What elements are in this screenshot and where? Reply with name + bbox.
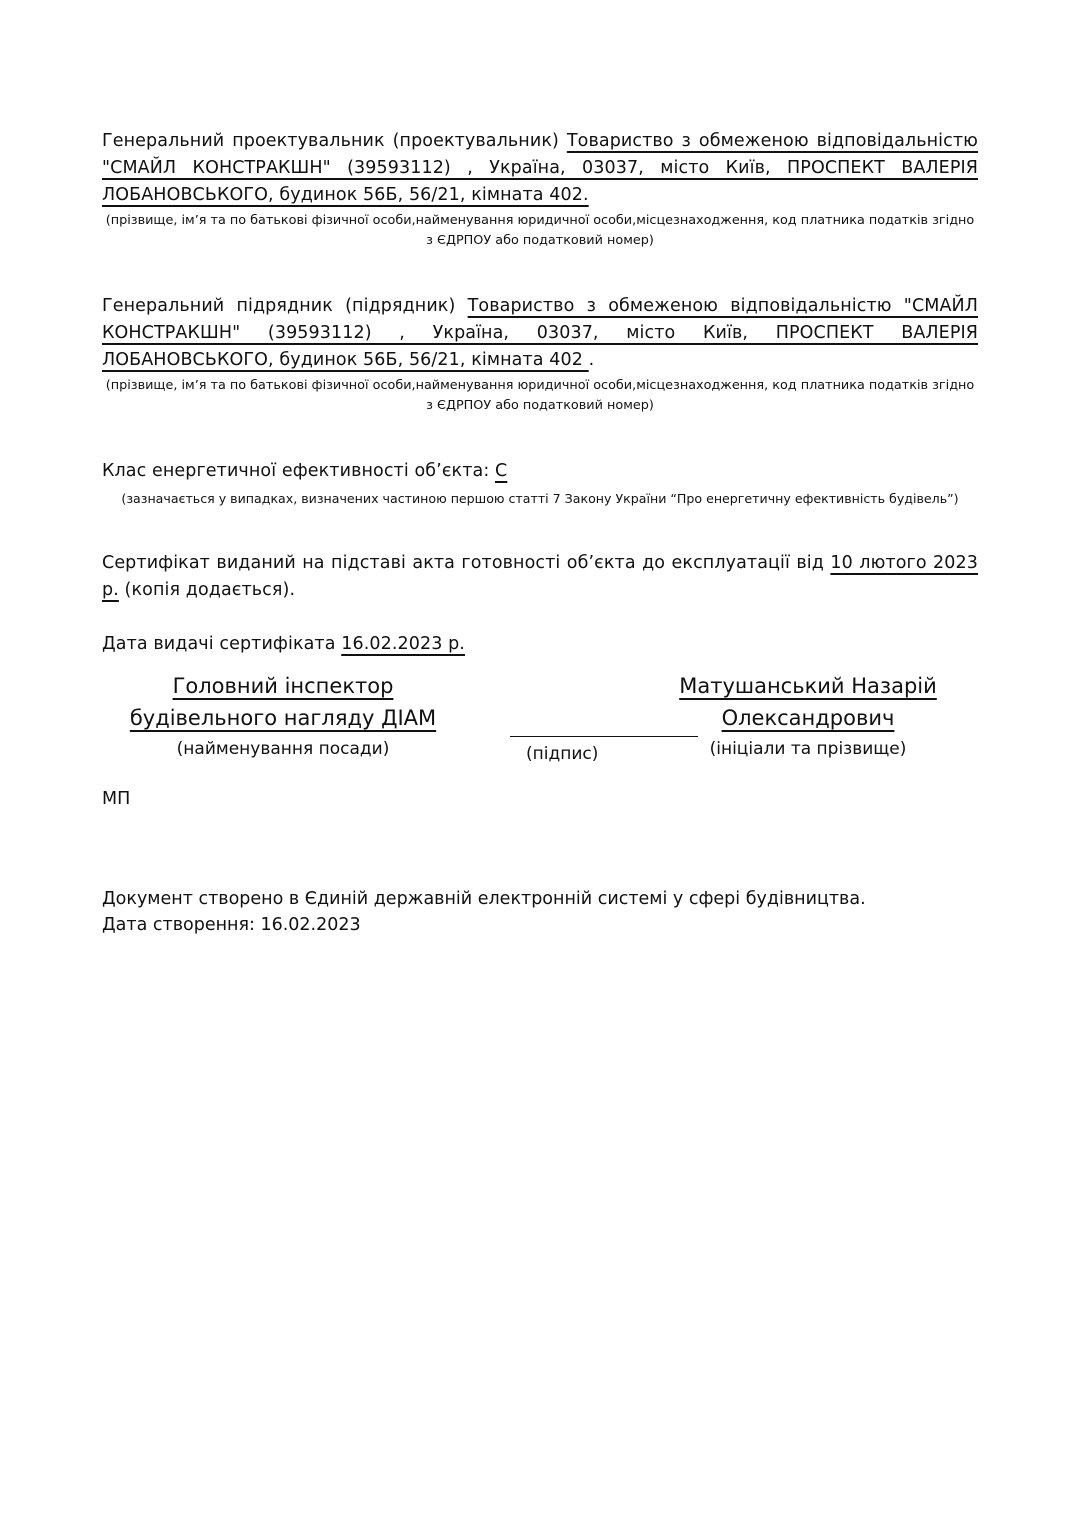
energy-class-paragraph (102, 458, 978, 485)
signer-position-caption: (найменування посади) (176, 739, 390, 759)
stamp-label: МП (102, 789, 131, 809)
signer-name-line1: Матушанський Назарій (679, 674, 937, 698)
signer-name-caption: (ініціали та прізвище) (709, 739, 907, 759)
certificate-basis-tail: (копія додається). (124, 580, 296, 600)
issue-date-section (102, 631, 978, 658)
general-designer-label: Генеральний проектувальник (проектувальник) (102, 131, 559, 151)
general-contractor-period: . (588, 350, 595, 370)
general-designer-section (102, 128, 978, 251)
signature-caption: (підпис) (526, 744, 599, 764)
issue-date-paragraph (102, 631, 978, 658)
certificate-act-date: 10 лютого 2023 р. (102, 553, 978, 600)
general-contractor-caption: (прізвище, ім’я та по батькові фізичної особи,найменування юридичної особи,місцезнаходження, код платника податків згідно з ЄДРПОУ або податковий номер) (105, 378, 975, 413)
certificate-basis-section (102, 550, 978, 604)
general-contractor-value: Товариство з обмеженою відповідальністю "СМАЙЛ КОНСТРАКШН" (39593112) , Україна, 03037, місто Київ, ПРОСПЕКТ ВАЛЕРІЯ ЛОБАНОВСЬКОГО, будинок 56Б, 56/21, кімната 402 (102, 296, 978, 370)
energy-class-caption: (зазначається у випадках, визначених частиною першою статті 7 Закону України “Про енергетичну ефективність будівель”) (121, 491, 959, 506)
energy-class-value: C (495, 461, 508, 481)
energy-class-label: Клас енергетичної ефективності об’єкта: (102, 461, 490, 481)
signer-position-line1: Головний інспектор (172, 674, 394, 698)
footer-creation-date: Дата створення: 16.02.2023 (102, 915, 361, 935)
signer-position-block (122, 670, 444, 762)
issue-date-label: Дата видачі сертифіката (102, 634, 336, 654)
footer-system-note: Документ створено в Єдиній державній електронній системі у сфері будівництва. (102, 889, 866, 909)
general-designer-paragraph (102, 128, 978, 209)
general-contractor-label: Генеральний підрядник (підрядник) (102, 296, 456, 316)
signer-name-line2: Олександрович (721, 706, 895, 730)
document-footer (102, 886, 866, 938)
certificate-basis-text: Сертифікат виданий на підставі акта готовності об’єкта до експлуатації від (102, 553, 824, 573)
general-contractor-section (102, 293, 978, 416)
signer-position-line2: будівельного нагляду ДІАМ (129, 706, 437, 730)
issue-date-value: 16.02.2023 р. (341, 634, 465, 654)
general-designer-value: Товариство з обмеженою відповідальністю "СМАЙЛ КОНСТРАКШН" (39593112) , Україна, 03037, місто Київ, ПРОСПЕКТ ВАЛЕРІЯ ЛОБАНОВСЬКОГО, будинок 56Б, 56/21, кімната 402. (102, 131, 978, 205)
general-contractor-paragraph (102, 293, 978, 374)
energy-class-section (102, 458, 978, 509)
signer-name-block (670, 670, 946, 762)
general-designer-caption: (прізвище, ім’я та по батькові фізичної особи,найменування юридичної особи,місцезнаходження, код платника податків згідно з ЄДРПОУ або податковий номер) (105, 213, 975, 248)
certificate-basis-paragraph (102, 550, 978, 604)
